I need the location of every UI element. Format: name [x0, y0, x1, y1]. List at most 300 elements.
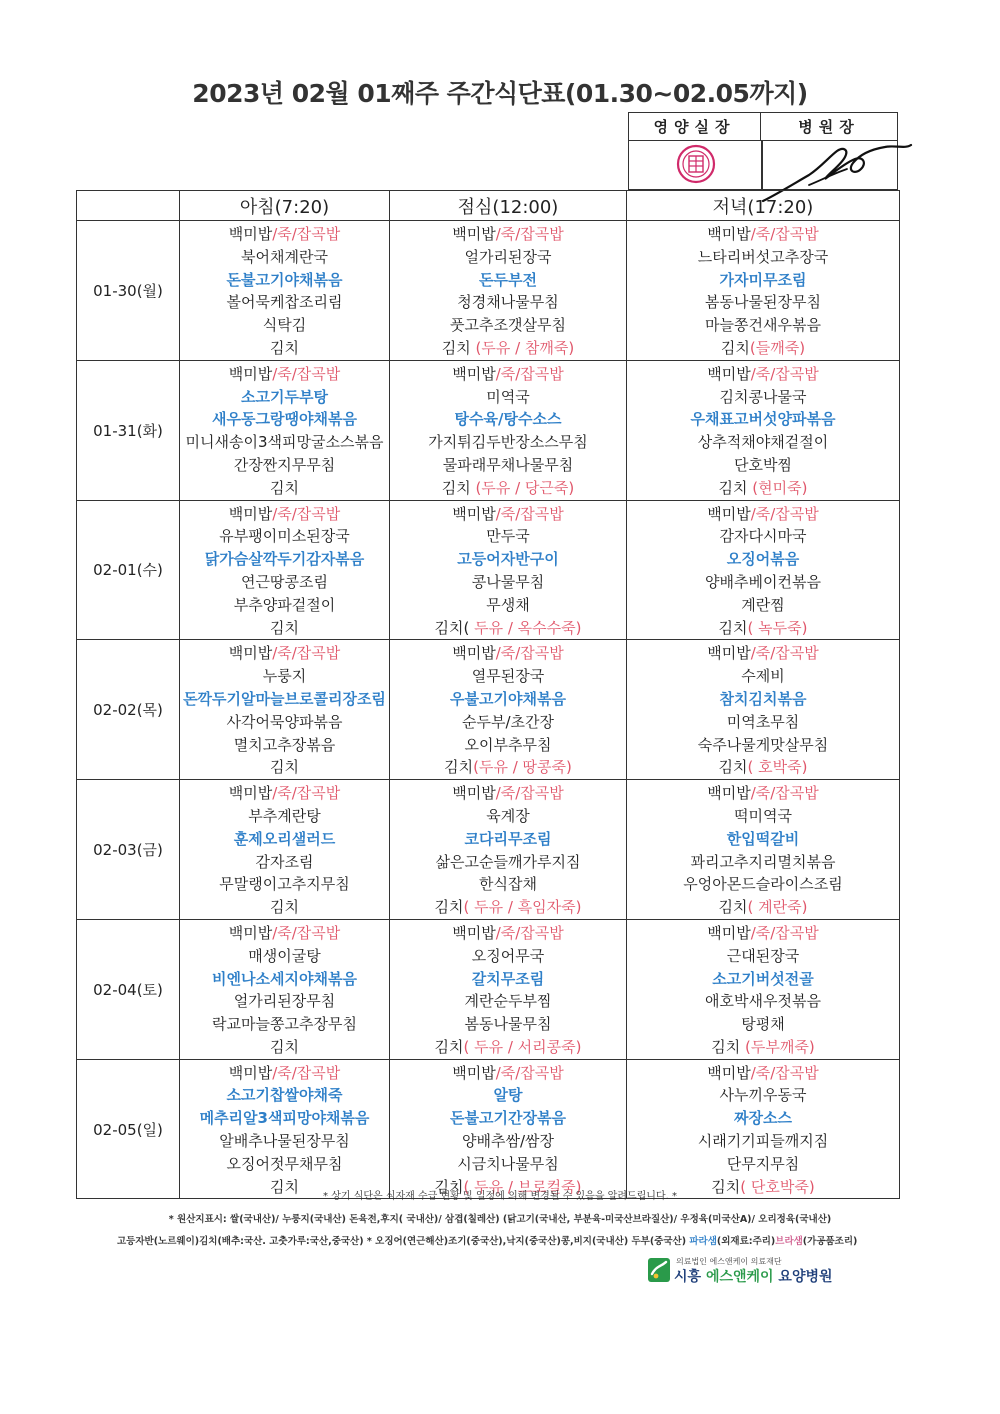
day-date: 02-01(수): [77, 500, 180, 640]
menu-item-text: 백미밥: [228, 1063, 273, 1082]
menu-item: [390, 873, 626, 896]
menu-item-text: 상추적채야채겉절이: [697, 433, 829, 452]
menu-item-text: 탕평채: [741, 1015, 785, 1034]
menu-item-highlight: /죽/잡곡밥: [272, 504, 341, 523]
menu-item-text: 고등어자반구이: [457, 550, 559, 569]
menu-item-highlight: (두유 / 참깨죽): [475, 338, 575, 357]
menu-item-text: 감자다시마국: [719, 527, 807, 546]
menu-item-text: 감자조림: [255, 852, 314, 871]
menu-item-text: 돈깍두기알마늘브로콜리장조림: [183, 689, 386, 708]
menu-item: [390, 1153, 626, 1176]
menu-item-text: 북어채계란국: [241, 247, 328, 266]
menu-item: [180, 269, 389, 292]
menu-item: [390, 968, 626, 991]
menu-item-highlight: /죽/잡곡밥: [495, 364, 564, 383]
dinner-cell: [627, 780, 900, 920]
dinner-cell: [627, 221, 900, 361]
menu-item-text: 백미밥: [707, 364, 751, 383]
day-row: [77, 919, 900, 1059]
menu-item-text: 김치: [434, 1177, 464, 1196]
menu-item-highlight: /죽/잡곡밥: [495, 784, 564, 803]
menu-item-highlight: /죽/잡곡밥: [272, 784, 341, 803]
menu-item-text: 백미밥: [452, 644, 496, 663]
day-row: [77, 360, 900, 500]
menu-item-highlight: /죽/잡곡밥: [750, 504, 819, 523]
menu-item-text: 김치: [444, 758, 474, 777]
header-lunch: 점심(12:00): [390, 191, 627, 221]
header-blank: [77, 191, 180, 221]
menu-item-text: 가지튀김두반장소스무침: [428, 433, 588, 452]
menu-item: [627, 896, 899, 919]
logo-name-part-1: 시흥: [674, 1269, 706, 1285]
approval-nutrition-head-label: 영양실장: [629, 113, 761, 141]
menu-item-text: 백미밥: [228, 644, 273, 663]
menu-item-text: 얼가리된장무침: [233, 992, 336, 1011]
menu-item-highlight: (들깨죽): [749, 338, 806, 357]
origin-brand-1-note: (외재료:주리): [716, 1236, 776, 1247]
menu-item: [390, 363, 626, 386]
day-row: [77, 640, 900, 780]
menu-item: [627, 873, 899, 896]
menu-item-text: 닭가슴살깍두기감자볶음: [204, 550, 365, 569]
menu-item-text: 김치: [720, 338, 750, 357]
menu-item-text: 백미밥: [452, 784, 496, 803]
menu-item-text: 김치: [441, 478, 476, 497]
menu-item: [180, 503, 389, 526]
menu-item: [390, 431, 626, 454]
menu-item: [390, 503, 626, 526]
day-row: [77, 500, 900, 640]
menu-item: [390, 269, 626, 292]
menu-item-text: 소고기버섯전골: [712, 969, 814, 988]
menu-item-highlight: /죽/잡곡밥: [750, 1063, 819, 1082]
menu-item-text: 백미밥: [452, 364, 496, 383]
origin-line-2-main: 고등자반(노르웨이)김치(배추:국산. 고춧가루:국산,중국산) * 오징어(연근해산)조기(중국산),낙지(중국산)콩,비지(국내산) 두부(중국산): [117, 1236, 690, 1247]
menu-item-text: 백미밥: [228, 364, 273, 383]
menu-item: [180, 525, 389, 548]
menu-item-text: 미역국: [486, 387, 530, 406]
menu-item-text: 김치: [270, 338, 299, 357]
hospital-logo-icon: [648, 1258, 670, 1282]
menu-item-text: 멸치고추장볶음: [233, 735, 336, 754]
menu-item-text: 계란순두부찜: [464, 992, 552, 1011]
menu-item-text: 소고기두부탕: [241, 387, 328, 406]
menu-item-text: 연근땅콩조림: [241, 572, 328, 591]
menu-item: [627, 1062, 899, 1085]
menu-item-text: 백미밥: [452, 1063, 496, 1082]
menu-item: [390, 756, 626, 779]
menu-item-text: 풋고추조갯살무침: [450, 316, 566, 335]
origin-line-2: [117, 1233, 857, 1247]
menu-item: [390, 291, 626, 314]
menu-item-text: 매생이굴탕: [248, 946, 321, 965]
origin-line-1: * 원산지표시: 쌀(국내산)/ 누룽지(국내산) 돈육전,후지( 국내산)/ 삼겹(칠레산) (닭고기(국내산, 부분육-미국산브라질산)/ 우정육(미국산A)/ 오리정육(국내산): [168, 1214, 832, 1225]
approval-director-label: 병원장: [761, 113, 897, 141]
menu-item-text: 코다리무조림: [464, 829, 552, 848]
menu-item: [627, 945, 899, 968]
menu-item-text: 김치: [270, 1037, 299, 1056]
menu-item-text: 꽈리고추지리멸치볶음: [690, 852, 836, 871]
menu-item: [180, 782, 389, 805]
menu-item-text: 김치: [434, 1037, 464, 1056]
menu-item: [180, 1084, 389, 1107]
hospital-logo-name: [674, 1266, 833, 1286]
change-notice: * 상기 식단은 식자재 수급 현황 및 일정에 의해 변경될 수 있음을 알려드립니다. *: [323, 1191, 677, 1202]
day-date: 01-31(화): [77, 360, 180, 500]
menu-item: [390, 386, 626, 409]
menu-item: [627, 805, 899, 828]
lunch-cell: [390, 360, 627, 500]
menu-item-text: 김치(: [434, 618, 470, 637]
menu-item: [180, 386, 389, 409]
menu-item: [390, 851, 626, 874]
menu-item: [627, 1084, 899, 1107]
menu-item-text: 김치: [270, 618, 299, 637]
menu-item-highlight: ( 두유 / 흑임자죽): [463, 898, 582, 917]
menu-item-text: 백미밥: [228, 225, 273, 243]
menu-item: [390, 337, 626, 360]
menu-item: [627, 246, 899, 269]
menu-item: [180, 711, 389, 734]
menu-item-text: 백미밥: [228, 504, 273, 523]
menu-item-text: 단호박찜: [734, 455, 792, 474]
menu-item: [390, 1130, 626, 1153]
menu-item-text: 오징어볶음: [726, 550, 800, 569]
dinner-cell: [627, 360, 900, 500]
menu-item: [180, 548, 389, 571]
menu-item-text: 가자미무조림: [719, 270, 807, 289]
logo-name-part-3: 요양병원: [773, 1269, 833, 1285]
origin-brand-2-note: (가공품조리): [802, 1236, 858, 1247]
lunch-cell: [390, 221, 627, 361]
menu-item-text: 김치: [270, 898, 299, 917]
menu-item: [180, 945, 389, 968]
menu-item-text: 느타리버섯고추장국: [697, 247, 829, 266]
menu-item: [180, 756, 389, 779]
menu-item-text: 김치: [711, 1037, 746, 1056]
menu-item-text: 삶은고순들깨가루지짐: [435, 852, 581, 871]
menu-header-row: [77, 191, 900, 221]
day-row: [77, 1059, 900, 1199]
menu-item-text: 탕수육/탕수소스: [454, 410, 562, 429]
lunch-cell: [390, 1059, 627, 1199]
menu-item: [627, 454, 899, 477]
menu-item-text: 오이부추무침: [464, 735, 552, 754]
menu-item-text: 김치: [270, 478, 299, 497]
menu-item: [627, 363, 899, 386]
day-date: 01-30(월): [77, 221, 180, 361]
seal-stamp-icon: [675, 143, 717, 185]
menu-item-highlight: /죽/잡곡밥: [272, 923, 341, 942]
hospital-logo: [648, 1256, 833, 1286]
menu-item: [627, 1153, 899, 1176]
menu-item: [180, 968, 389, 991]
breakfast-cell: [180, 640, 390, 780]
day-date: 02-02(목): [77, 640, 180, 780]
menu-item-text: 청경채나물무침: [457, 293, 559, 312]
menu-item: [180, 688, 389, 711]
menu-item: [390, 642, 626, 665]
menu-item: [390, 734, 626, 757]
menu-item-text: 근대된장국: [726, 946, 800, 965]
day-date: 02-04(토): [77, 919, 180, 1059]
dinner-cell: [627, 500, 900, 640]
menu-item-text: 백미밥: [707, 225, 751, 243]
menu-item-text: 비엔나소세지야채볶음: [212, 969, 357, 988]
menu-item: [390, 711, 626, 734]
menu-item: [627, 503, 899, 526]
menu-item: [627, 314, 899, 337]
menu-item: [390, 1013, 626, 1036]
menu-item-text: 볼어묵케찹조리림: [226, 293, 343, 312]
menu-item-text: 돈두부전: [479, 270, 537, 289]
menu-item: [180, 594, 389, 617]
menu-item: [627, 269, 899, 292]
menu-item: [390, 314, 626, 337]
menu-item-text: 식탁김: [262, 316, 307, 335]
menu-item: [390, 1084, 626, 1107]
menu-item: [627, 408, 899, 431]
menu-item-highlight: /죽/잡곡밥: [750, 364, 819, 383]
menu-item-text: 애호박새우젓볶음: [705, 992, 821, 1011]
menu-item-text: 열무된장국: [471, 667, 545, 686]
menu-item-text: 백미밥: [452, 923, 496, 942]
menu-item: [390, 477, 626, 500]
menu-item: [390, 1062, 626, 1085]
menu-item: [390, 617, 626, 640]
menu-item-highlight: /죽/잡곡밥: [750, 644, 819, 663]
menu-item-text: 봄동나물무침: [464, 1015, 552, 1034]
menu-item: [390, 922, 626, 945]
menu-item: [180, 431, 389, 454]
logo-name-part-2: 에스앤케이: [705, 1269, 774, 1285]
menu-item-text: 무생채: [486, 595, 530, 614]
menu-item: [627, 1130, 899, 1153]
menu-item: [627, 594, 899, 617]
menu-table: [76, 190, 900, 1199]
menu-item-text: 돈불고기야채볶음: [226, 270, 343, 289]
menu-item-text: 봄동나물된장무침: [705, 293, 821, 312]
breakfast-cell: [180, 360, 390, 500]
day-row: [77, 780, 900, 920]
menu-item-text: 백미밥: [707, 644, 751, 663]
menu-item-text: 알배추나물된장무침: [219, 1132, 350, 1151]
menu-item-highlight: /죽/잡곡밥: [495, 225, 564, 243]
menu-item: [180, 990, 389, 1013]
menu-item-text: 숙주나물게맛살무침: [697, 735, 829, 754]
menu-item: [390, 571, 626, 594]
menu-item-text: 유부팽이미소된장국: [219, 527, 350, 546]
menu-item: [390, 782, 626, 805]
menu-item-highlight: ( 단호박죽): [740, 1177, 815, 1196]
menu-item: [627, 1036, 899, 1059]
menu-item: [180, 571, 389, 594]
menu-item-text: 김치: [711, 1177, 741, 1196]
origin-brand-2: 브라샘: [775, 1236, 803, 1247]
menu-item: [627, 431, 899, 454]
menu-item: [627, 477, 899, 500]
menu-item: [627, 782, 899, 805]
menu-item-text: 간장짠지무무침: [233, 455, 336, 474]
menu-item: [180, 337, 389, 360]
menu-item-text: 갈치무조림: [471, 969, 545, 988]
breakfast-cell: [180, 780, 390, 920]
menu-item-text: 백미밥: [452, 504, 496, 523]
menu-item: [180, 617, 389, 640]
menu-item: [180, 223, 389, 246]
menu-item: [180, 477, 389, 500]
menu-item-text: 백미밥: [452, 225, 496, 243]
menu-item: [627, 291, 899, 314]
menu-item: [390, 896, 626, 919]
menu-item: [627, 642, 899, 665]
menu-item-text: 백미밥: [707, 923, 751, 942]
menu-item-highlight: /죽/잡곡밥: [750, 784, 819, 803]
menu-item: [180, 408, 389, 431]
menu-item: [627, 828, 899, 851]
menu-item-highlight: /죽/잡곡밥: [495, 1063, 564, 1082]
menu-item: [180, 1062, 389, 1085]
menu-item: [627, 968, 899, 991]
menu-item-text: 김치: [718, 898, 748, 917]
menu-item-text: 참치김치볶음: [719, 689, 807, 708]
menu-item-highlight: /죽/잡곡밥: [495, 504, 564, 523]
menu-item: [627, 617, 899, 640]
menu-item-text: 우채표고버섯양파볶음: [690, 410, 836, 429]
dinner-cell: [627, 919, 900, 1059]
menu-item-highlight: ( 호박죽): [747, 758, 808, 777]
menu-item-text: 김치: [270, 1177, 299, 1196]
page-title: 2023년 02월 01째주 주간식단표(01.30~02.05까지): [192, 79, 808, 108]
menu-item-highlight: /죽/잡곡밥: [495, 644, 564, 663]
origin-brand-1: 파라샘: [689, 1236, 717, 1247]
breakfast-cell: [180, 500, 390, 640]
menu-item-text: 김치: [434, 898, 464, 917]
menu-item-highlight: 두유 / 옥수수죽): [469, 618, 582, 637]
menu-item-text: 김치: [718, 758, 748, 777]
menu-item-highlight: /죽/잡곡밥: [750, 225, 819, 243]
day-row: [77, 221, 900, 361]
menu-item-text: 김치: [441, 338, 476, 357]
menu-item-text: 짜장소스: [734, 1109, 792, 1128]
menu-item: [627, 851, 899, 874]
menu-item-text: 부추계란탕: [248, 806, 321, 825]
menu-item-text: 무말랭이고추지무침: [219, 875, 350, 894]
menu-item-highlight: /죽/잡곡밥: [272, 644, 341, 663]
menu-item: [180, 734, 389, 757]
menu-item: [180, 922, 389, 945]
lunch-cell: [390, 500, 627, 640]
menu-item: [180, 665, 389, 688]
menu-item: [390, 945, 626, 968]
menu-item-text: 오징어무국: [471, 946, 545, 965]
menu-item-text: 수제비: [741, 667, 785, 686]
menu-item-highlight: /죽/잡곡밥: [750, 923, 819, 942]
breakfast-cell: [180, 221, 390, 361]
menu-item-text: 락교마늘쫑고추장무침: [212, 1015, 357, 1034]
menu-item-highlight: /죽/잡곡밥: [495, 923, 564, 942]
menu-item-highlight: /죽/잡곡밥: [272, 225, 341, 243]
menu-item-text: 한입떡갈비: [726, 829, 800, 848]
menu-item-text: 만두국: [486, 527, 530, 546]
breakfast-cell: [180, 1059, 390, 1199]
approval-box: [628, 112, 898, 190]
menu-item-text: 얼가리된장국: [464, 247, 552, 266]
menu-item-text: 돈불고기간장볶음: [450, 1109, 566, 1128]
menu-item: [390, 223, 626, 246]
menu-item-highlight: /죽/잡곡밥: [272, 364, 341, 383]
lunch-cell: [390, 780, 627, 920]
menu-item-text: 콩나물무침: [471, 572, 545, 591]
menu-item: [627, 688, 899, 711]
menu-item: [627, 548, 899, 571]
menu-item-text: 육계장: [486, 806, 530, 825]
menu-item: [180, 454, 389, 477]
menu-item-text: 우엉아몬드슬라이스조림: [683, 875, 843, 894]
menu-item-text: 백미밥: [707, 784, 751, 803]
menu-item-text: 미역초무침: [726, 712, 800, 731]
menu-item: [180, 1036, 389, 1059]
dinner-cell: [627, 640, 900, 780]
menu-item-text: 김치콩나물국: [719, 387, 807, 406]
menu-item: [627, 1107, 899, 1130]
menu-item: [180, 1130, 389, 1153]
menu-item: [390, 828, 626, 851]
menu-item: [627, 386, 899, 409]
menu-item: [180, 873, 389, 896]
menu-item-highlight: ( 계란죽): [747, 898, 808, 917]
menu-item-text: 우불고기야채볶음: [450, 689, 566, 708]
lunch-cell: [390, 640, 627, 780]
menu-item-highlight: (두부깨죽): [745, 1037, 815, 1056]
menu-item-highlight: ( 두유 / 서리콩죽): [463, 1037, 582, 1056]
menu-item: [627, 922, 899, 945]
menu-item: [180, 363, 389, 386]
menu-item-text: 새우동그랑땡야채볶음: [212, 410, 357, 429]
menu-item-text: 훈제오리샐러드: [233, 829, 336, 848]
menu-item-highlight: /죽/잡곡밥: [272, 1063, 341, 1082]
menu-item: [390, 454, 626, 477]
menu-item: [627, 711, 899, 734]
menu-item-text: 마늘쫑건새우볶음: [705, 316, 821, 335]
menu-item: [180, 642, 389, 665]
hospital-logo-subtitle: 의료법인 에스앤케이 의료재단: [676, 1257, 782, 1266]
breakfast-cell: [180, 919, 390, 1059]
menu-item-text: 백미밥: [707, 504, 751, 523]
menu-item-highlight: ( 녹두죽): [747, 618, 808, 637]
menu-item: [180, 851, 389, 874]
menu-item-text: 한식잡채: [479, 875, 537, 894]
day-date: 02-05(일): [77, 1059, 180, 1199]
lunch-cell: [390, 919, 627, 1059]
menu-item: [180, 896, 389, 919]
menu-item-text: 소고기찹쌀야채죽: [226, 1086, 343, 1105]
menu-item-highlight: (두유 / 당근죽): [475, 478, 575, 497]
menu-item: [180, 246, 389, 269]
menu-item: [390, 548, 626, 571]
menu-item-text: 김치: [270, 758, 299, 777]
menu-item-text: 사각어묵양파볶음: [226, 712, 343, 731]
menu-item: [390, 805, 626, 828]
menu-item: [390, 1107, 626, 1130]
menu-item-text: 미니새송이3색피망굴소스볶음: [185, 433, 384, 452]
menu-item-text: 단무지무침: [726, 1154, 800, 1173]
menu-item: [627, 734, 899, 757]
menu-item-text: 백미밥: [228, 923, 273, 942]
menu-item: [180, 314, 389, 337]
menu-item: [390, 665, 626, 688]
menu-item-text: 메추리알3색피망야채볶음: [199, 1109, 370, 1128]
